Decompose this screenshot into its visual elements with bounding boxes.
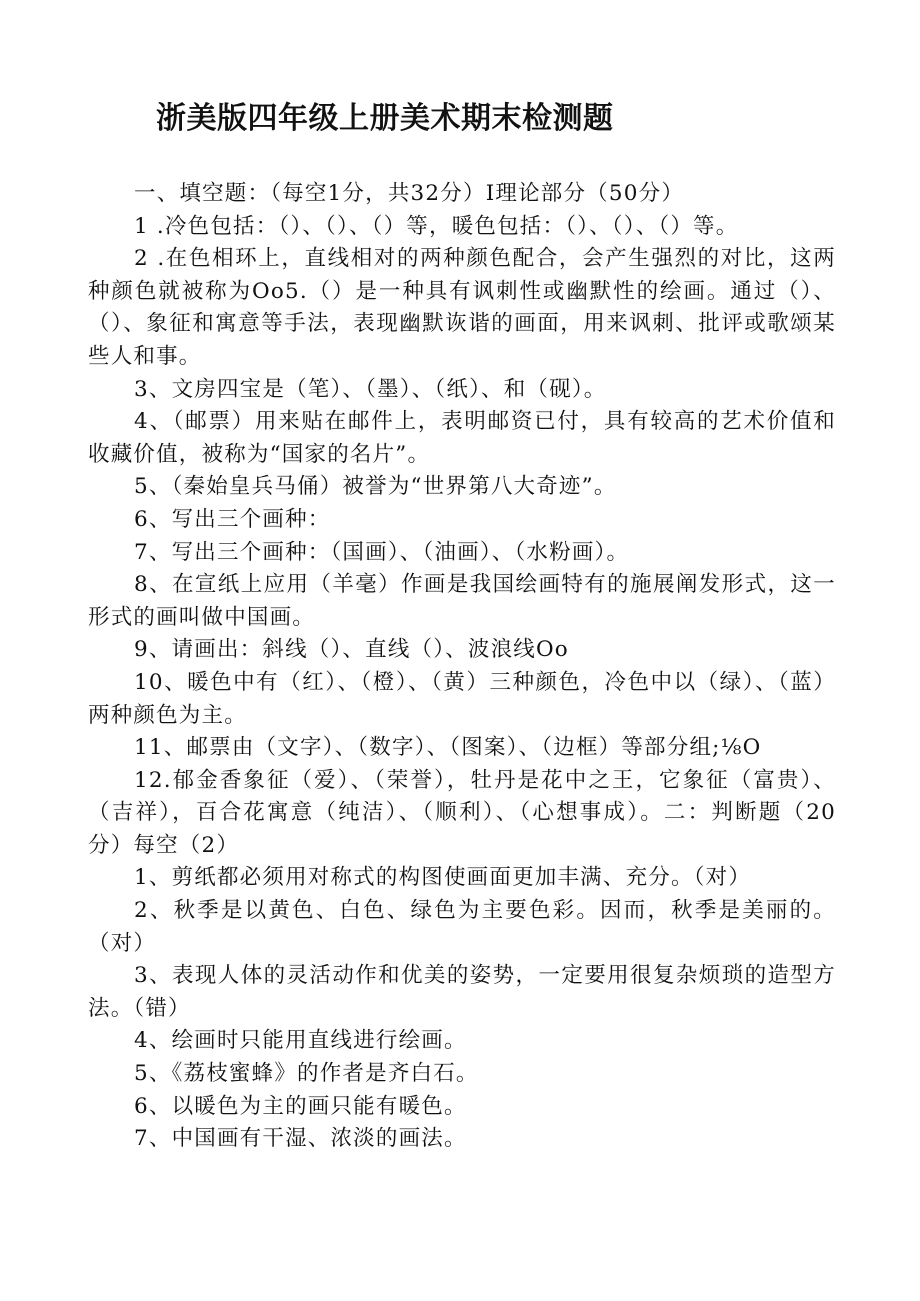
question-2: 2 .在色相环上，直线相对的两种颜色配合，会产生强烈的对比，这两种颜色就被称为Oo5.（）是一种具有讽刺性或幽默性的绘画。通过（）、（）、象征和寓意等手法，表现幽默诙谐的画面，用来讽刺、批评或歌颂某些人和事。 [88,246,836,369]
judgment-6: 6、以暖色为主的画只能有暖色。 [134,1093,467,1119]
judgment-7: 7、中国画有干湿、浓淡的画法。 [134,1126,467,1152]
question-7: 7、写出三个画种：（国画）、（油画）、（水粉画）。 [134,539,630,565]
page-title: 浙美版四年级上册美术期末检测题 [156,101,614,136]
judgment-5: 5、《荔枝蜜蜂》的作者是齐白石。 [134,1061,479,1087]
question-9: 9、请画出：斜线（）、直线（）、波浪线Oo [134,637,569,663]
question-3: 3、文房四宝是（笔）、（墨）、（纸）、和（砚）。 [134,376,607,402]
question-1: 1 .冷色包括：（）、（）、（）等，暖色包括：（）、（）、（）等。 [134,213,739,239]
question-12: 12.郁金香象征（爱）、（荣誉），牡丹是花中之王，它象征（富贵）、（吉祥），百合花寓意（纯洁）、（顺利）、（心想事成）。二：判断题（20分）每空（2） [88,767,836,858]
judgment-3: 3、表现人体的灵活动作和优美的姿势，一定要用很复杂烦琐的造型方法。（错） [88,963,836,1021]
judgment-2: 2、秋季是以黄色、白色、绿色为主要色彩。因而，秋季是美丽的。（对） [88,898,836,956]
question-5: 5、（秦始皇兵马俑）被誉为“世界第八大奇迹”。 [134,474,617,500]
section-heading-fill-in: 一、填空题：（每空1分，共32分）I理论部分（50分） [134,181,685,206]
question-8: 8、在宣纸上应用（羊毫）作画是我国绘画特有的施展阐发形式，这一形式的画叫做中国画。 [88,572,836,630]
judgment-1: 1、剪纸都必须用对称式的构图使画面更加丰满、充分。（对） [134,865,752,891]
question-6: 6、写出三个画种： [134,506,331,532]
question-4: 4、（邮票）用来贴在邮件上，表明邮资已付，具有较高的艺术价值和收藏价值，被称为“国家的名片”。 [88,409,836,467]
question-11: 11、邮票由（文字）、（数字）、（图案）、（边框）等部分组;⅛O [134,735,762,761]
judgment-4: 4、绘画时只能用直线进行绘画。 [134,1028,467,1054]
question-10: 10、暖色中有（红）、（橙）、（黄）三种颜色，冷色中以（绿）、（蓝）两种颜色为主。 [88,669,836,728]
document-body [88,178,836,1156]
